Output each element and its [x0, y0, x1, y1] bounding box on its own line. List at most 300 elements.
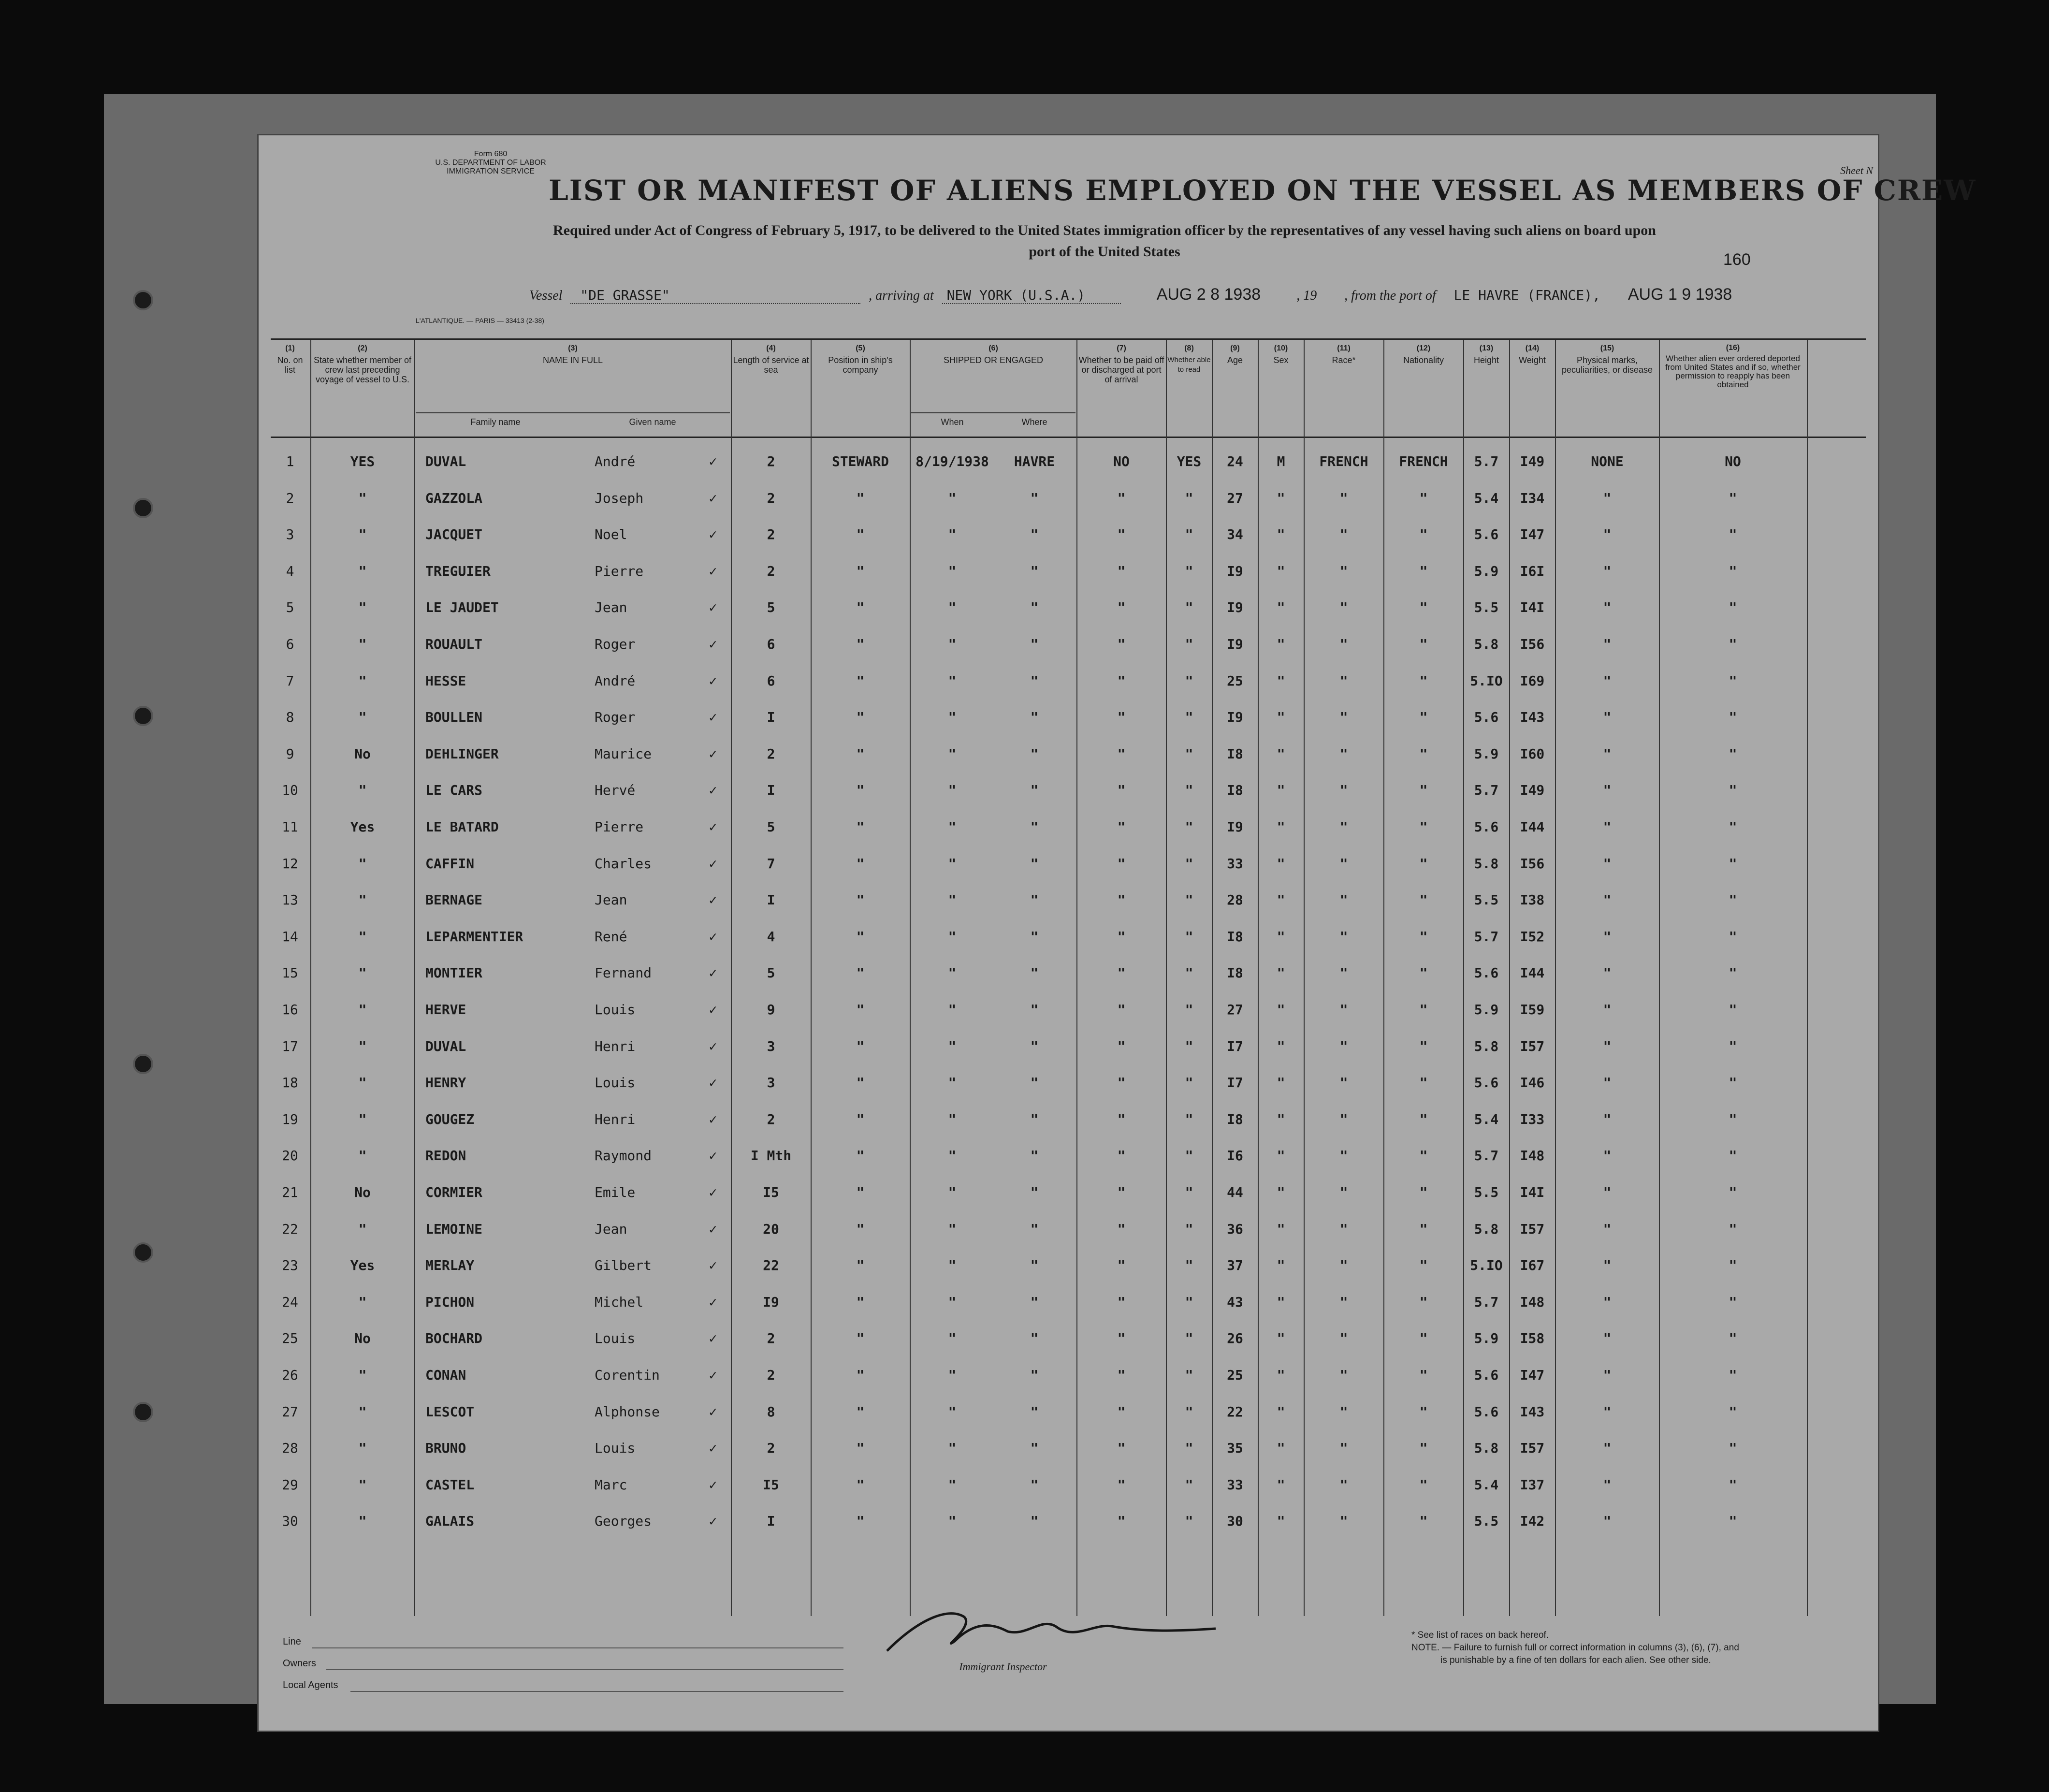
physical-marks: " [1603, 745, 1612, 762]
shipped-where: " [1030, 1075, 1039, 1091]
check-mark-icon: ✓ [709, 636, 717, 652]
shipped-where: " [1030, 1367, 1039, 1383]
shipped-when: " [948, 1367, 957, 1383]
nationality: " [1419, 1002, 1428, 1018]
family-name: GOUGEZ [425, 1111, 475, 1127]
check-mark-icon: ✓ [709, 1038, 717, 1054]
sex: " [1277, 892, 1285, 908]
physical-marks: " [1603, 1221, 1612, 1237]
service-length: 2 [767, 563, 775, 579]
sex: M [1277, 453, 1285, 469]
punch-hole-icon [133, 290, 153, 310]
deported: " [1729, 1476, 1737, 1493]
race: " [1339, 1294, 1348, 1310]
paid-off: " [1117, 1367, 1126, 1383]
position: " [856, 636, 865, 652]
check-mark-icon: ✓ [709, 453, 717, 469]
nationality: " [1419, 1513, 1428, 1530]
paid-off: " [1117, 1513, 1126, 1530]
weight: I56 [1520, 636, 1545, 652]
nationality: " [1419, 1184, 1428, 1200]
able-to-read: " [1185, 1148, 1193, 1164]
able-to-read: YES [1177, 453, 1202, 469]
shipped-when: " [948, 490, 957, 506]
row-number: 2 [286, 490, 294, 506]
position: " [856, 526, 865, 543]
able-to-read: " [1185, 1221, 1193, 1237]
punch-hole-icon [133, 1402, 153, 1422]
sex: " [1277, 965, 1285, 981]
physical-marks: " [1603, 1038, 1612, 1054]
nationality: " [1419, 855, 1428, 872]
family-name: DEHLINGER [425, 745, 499, 762]
able-to-read: " [1185, 526, 1193, 543]
age: I9 [1227, 636, 1243, 652]
shipped-when: " [948, 672, 957, 689]
height: 5.4 [1474, 1476, 1499, 1493]
shipped-where: " [1030, 928, 1039, 945]
family-name: DUVAL [425, 453, 466, 469]
prev-voyage: " [358, 526, 367, 543]
physical-marks: " [1603, 1111, 1612, 1127]
check-mark-icon: ✓ [709, 745, 717, 762]
row-number: 16 [282, 1002, 298, 1018]
height: 5.6 [1474, 709, 1499, 726]
deported: " [1729, 1257, 1737, 1274]
shipped-where: " [1030, 965, 1039, 981]
row-number: 5 [286, 599, 294, 616]
shipped-where: " [1030, 563, 1039, 579]
shipped-where: " [1030, 782, 1039, 799]
physical-marks: " [1603, 672, 1612, 689]
age: 35 [1227, 1440, 1243, 1457]
check-mark-icon: ✓ [709, 1440, 717, 1457]
sex: " [1277, 855, 1285, 872]
family-name: REDON [425, 1148, 466, 1164]
form-identifier [404, 150, 578, 176]
height: 5.9 [1474, 563, 1499, 579]
able-to-read: " [1185, 563, 1193, 579]
table-row [271, 673, 1866, 702]
prev-voyage: " [358, 782, 367, 799]
row-number: 1 [286, 453, 294, 469]
prev-voyage: Yes [350, 1257, 375, 1274]
given-name: Jean [595, 599, 627, 616]
service-length: 2 [767, 526, 775, 543]
race: " [1339, 709, 1348, 726]
able-to-read: " [1185, 965, 1193, 981]
paid-off: " [1117, 1221, 1126, 1237]
prev-voyage: " [358, 490, 367, 506]
sex: " [1277, 1221, 1285, 1237]
weight: I37 [1520, 1476, 1545, 1493]
family-name: DUVAL [425, 1038, 466, 1054]
weight: I33 [1520, 1111, 1545, 1127]
paid-off: " [1117, 1476, 1126, 1493]
paid-off: " [1117, 1294, 1126, 1310]
paid-off: " [1117, 892, 1126, 908]
given-name: Fernand [595, 965, 652, 981]
prev-voyage: " [358, 1367, 367, 1383]
subtitle-line-1: Required under Act of Congress of February 5, 1917, to be delivered to the United States immigration officer by the representatives of any vessel having such aliens on board upon [553, 222, 1656, 238]
check-mark-icon: ✓ [709, 599, 717, 616]
weight: I49 [1520, 453, 1545, 469]
nationality: " [1419, 1294, 1428, 1310]
shipped-where: " [1030, 1148, 1039, 1164]
prev-voyage: " [358, 1148, 367, 1164]
nationality: " [1419, 1367, 1428, 1383]
service-length: 6 [767, 672, 775, 689]
sex: " [1277, 928, 1285, 945]
penalty-note-1: NOTE. — Failure to furnish full or correct information in columns (3), (6), (7), and [1411, 1643, 1739, 1653]
row-number: 8 [286, 709, 294, 726]
header-service: (4) Length of service at sea [733, 344, 809, 375]
weight: I48 [1520, 1294, 1545, 1310]
weight: I56 [1520, 855, 1545, 872]
shipped-where: " [1030, 892, 1039, 908]
sex: " [1277, 563, 1285, 579]
check-mark-icon: ✓ [709, 1513, 717, 1530]
shipped-when: " [948, 1221, 957, 1237]
check-mark-icon: ✓ [709, 1002, 717, 1018]
table-row [271, 965, 1866, 994]
table-row [271, 1184, 1866, 1213]
sex: " [1277, 1038, 1285, 1054]
row-number: 9 [286, 745, 294, 762]
service-length: 5 [767, 965, 775, 981]
paid-off: " [1117, 1330, 1126, 1347]
given-name: René [595, 928, 627, 945]
row-number: 13 [282, 892, 298, 908]
physical-marks: " [1603, 1367, 1612, 1383]
given-name: Louis [595, 1075, 636, 1091]
table-row [271, 636, 1866, 665]
table-row [271, 709, 1866, 738]
shipped-when: " [948, 599, 957, 616]
nationality: " [1419, 1476, 1428, 1493]
department: U.S. DEPARTMENT OF LABOR [435, 159, 546, 167]
row-number: 18 [282, 1075, 298, 1091]
age: I9 [1227, 563, 1243, 579]
prev-voyage: " [358, 1038, 367, 1054]
position: " [856, 1221, 865, 1237]
prev-voyage: Yes [350, 819, 375, 835]
weight: I44 [1520, 819, 1545, 835]
position: " [856, 819, 865, 835]
weight: I46 [1520, 1075, 1545, 1091]
header-deported: (16) Whether alien ever ordered deported from United States and if so, whether permission to reapply has been obtained [1665, 344, 1801, 389]
nationality: " [1419, 745, 1428, 762]
deported: " [1729, 1002, 1737, 1018]
given-name: Georges [595, 1513, 652, 1530]
able-to-read: " [1185, 782, 1193, 799]
position: " [856, 1257, 865, 1274]
nationality: " [1419, 709, 1428, 726]
paid-off: " [1117, 490, 1126, 506]
paid-off: NO [1113, 453, 1130, 469]
deported: " [1729, 819, 1737, 835]
nationality: " [1419, 1440, 1428, 1457]
age: 25 [1227, 1367, 1243, 1383]
deported: " [1729, 1367, 1737, 1383]
shipped-when: " [948, 1038, 957, 1054]
age: 34 [1227, 526, 1243, 543]
shipped-where: " [1030, 1038, 1039, 1054]
shipped-when: " [948, 709, 957, 726]
row-number: 3 [286, 526, 294, 543]
check-mark-icon: ✓ [709, 1148, 717, 1164]
shipped-where: HAVRE [1014, 453, 1055, 469]
position: " [856, 1111, 865, 1127]
age: I8 [1227, 1111, 1243, 1127]
inspector-signature [882, 1598, 1221, 1661]
check-mark-icon: ✓ [709, 782, 717, 799]
age: 27 [1227, 490, 1243, 506]
prev-voyage: " [358, 1294, 367, 1310]
nationality: " [1419, 892, 1428, 908]
check-mark-icon: ✓ [709, 965, 717, 981]
table-row [271, 892, 1866, 921]
given-name: Pierre [595, 563, 644, 579]
prev-voyage: " [358, 1513, 367, 1530]
height: 5.8 [1474, 1221, 1499, 1237]
physical-marks: NONE [1591, 453, 1624, 469]
prev-voyage: " [358, 599, 367, 616]
family-name: LE BATARD [425, 819, 499, 835]
able-to-read: " [1185, 1367, 1193, 1383]
shipped-when: " [948, 1111, 957, 1127]
weight: I47 [1520, 1367, 1545, 1383]
shipped-where: " [1030, 672, 1039, 689]
deported: " [1729, 1440, 1737, 1457]
check-mark-icon: ✓ [709, 1403, 717, 1420]
header-age: (9) Age [1227, 344, 1243, 365]
weight: I4I [1520, 599, 1545, 616]
deported: " [1729, 1221, 1737, 1237]
height: 5.7 [1474, 928, 1499, 945]
service-length: 5 [767, 819, 775, 835]
race: " [1339, 672, 1348, 689]
family-name: LE CARS [425, 782, 483, 799]
punch-hole-icon [133, 498, 153, 518]
shipped-when: " [948, 1075, 957, 1091]
sex: " [1277, 782, 1285, 799]
shipped-where: " [1030, 1440, 1039, 1457]
shipped-where: " [1030, 745, 1039, 762]
row-number: 19 [282, 1111, 298, 1127]
weight: I47 [1520, 526, 1545, 543]
deported: " [1729, 928, 1737, 945]
position: " [856, 1440, 865, 1457]
check-mark-icon: ✓ [709, 1184, 717, 1200]
table-row [271, 1038, 1866, 1067]
shipped-where: " [1030, 599, 1039, 616]
prev-voyage: " [358, 709, 367, 726]
row-number: 24 [282, 1294, 298, 1310]
header-shipped: (6) SHIPPED OR ENGAGED [943, 344, 1044, 365]
shipped-when: " [948, 928, 957, 945]
penalty-note-2: is punishable by a fine of ten dollars for each alien. See other side. [1440, 1655, 1711, 1665]
service-length: 4 [767, 928, 775, 945]
prev-voyage: " [358, 1476, 367, 1493]
age: I8 [1227, 782, 1243, 799]
sex: " [1277, 1476, 1285, 1493]
row-number: 26 [282, 1367, 298, 1383]
given-name: Roger [595, 709, 636, 726]
family-name: GAZZOLA [425, 490, 483, 506]
family-name: CAFFIN [425, 855, 475, 872]
paid-off: " [1117, 563, 1126, 579]
deported: " [1729, 490, 1737, 506]
sex: " [1277, 709, 1285, 726]
table-row [271, 819, 1866, 848]
age: 22 [1227, 1403, 1243, 1420]
height: 5.6 [1474, 819, 1499, 835]
age: 33 [1227, 1476, 1243, 1493]
departure-date-stamp: AUG 1 9 1938 [1628, 285, 1732, 304]
line-field [312, 1647, 843, 1648]
given-name: Emile [595, 1184, 636, 1200]
prev-voyage: No [354, 745, 371, 762]
position: " [856, 1330, 865, 1347]
deported: " [1729, 1294, 1737, 1310]
height: 5.8 [1474, 1038, 1499, 1054]
paid-off: " [1117, 1184, 1126, 1200]
header-given-name: Given name [629, 417, 676, 427]
physical-marks: " [1603, 819, 1612, 835]
nationality: " [1419, 1221, 1428, 1237]
check-mark-icon: ✓ [709, 1111, 717, 1127]
service-length: 22 [763, 1257, 779, 1274]
physical-marks: " [1603, 1294, 1612, 1310]
able-to-read: " [1185, 855, 1193, 872]
age: I9 [1227, 819, 1243, 835]
paid-off: " [1117, 599, 1126, 616]
shipped-where: " [1030, 1403, 1039, 1420]
nationality: " [1419, 1111, 1428, 1127]
deported: " [1729, 1403, 1737, 1420]
local-agents-field [350, 1691, 843, 1692]
service-length: I [767, 1513, 775, 1530]
weight: I57 [1520, 1440, 1545, 1457]
deported: " [1729, 1330, 1737, 1347]
prev-voyage: " [358, 1403, 367, 1420]
table-row [271, 563, 1866, 592]
race: " [1339, 1330, 1348, 1347]
position: " [856, 709, 865, 726]
deported: " [1729, 782, 1737, 799]
paid-off: " [1117, 1148, 1126, 1164]
owners-field [326, 1669, 843, 1670]
shipped-where: " [1030, 636, 1039, 652]
given-name: Joseph [595, 490, 644, 506]
service-length: I [767, 709, 775, 726]
family-name: HENRY [425, 1075, 466, 1091]
service-length: 2 [767, 1330, 775, 1347]
able-to-read: " [1185, 1294, 1193, 1310]
height: 5.7 [1474, 782, 1499, 799]
nationality: " [1419, 1257, 1428, 1274]
shipped-where: " [1030, 855, 1039, 872]
shipped-when: " [948, 1294, 957, 1310]
race: " [1339, 1038, 1348, 1054]
table-row [271, 1330, 1866, 1359]
family-name: MERLAY [425, 1257, 475, 1274]
row-number: 27 [282, 1403, 298, 1420]
footnotes [1411, 1629, 1871, 1667]
shipped-when: " [948, 1513, 957, 1530]
nationality: " [1419, 1148, 1428, 1164]
check-mark-icon: ✓ [709, 928, 717, 945]
manifest-sheet [259, 135, 1976, 1731]
able-to-read: " [1185, 1513, 1193, 1530]
race: " [1339, 1184, 1348, 1200]
family-name: ROUAULT [425, 636, 483, 652]
physical-marks: " [1603, 928, 1612, 945]
physical-marks: " [1603, 1476, 1612, 1493]
position: " [856, 563, 865, 579]
family-name: LESCOT [425, 1403, 475, 1420]
table-row [271, 1148, 1866, 1177]
header-name: (3) NAME IN FULL [542, 344, 603, 365]
deported: " [1729, 1513, 1737, 1530]
header-position: (5) Position in ship's company [828, 344, 893, 375]
given-name: Alphonse [595, 1403, 660, 1420]
table-row [271, 1221, 1866, 1250]
physical-marks: " [1603, 855, 1612, 872]
age: 26 [1227, 1330, 1243, 1347]
service-length: 3 [767, 1075, 775, 1091]
shipped-when: " [948, 1148, 957, 1164]
age: 24 [1227, 453, 1243, 469]
shipped-when: " [948, 819, 957, 835]
race: " [1339, 782, 1348, 799]
able-to-read: " [1185, 1075, 1193, 1091]
service-length: 2 [767, 1111, 775, 1127]
physical-marks: " [1603, 782, 1612, 799]
family-name: CASTEL [425, 1476, 475, 1493]
weight: I4I [1520, 1184, 1545, 1200]
nationality: " [1419, 782, 1428, 799]
service-length: 9 [767, 1002, 775, 1018]
service-length: 2 [767, 1367, 775, 1383]
prev-voyage: " [358, 1111, 367, 1127]
departure-port: LE HAVRE (FRANCE), [1453, 287, 1600, 303]
position: " [856, 1148, 865, 1164]
vessel-line [529, 285, 1883, 304]
age: I7 [1227, 1075, 1243, 1091]
check-mark-icon: ✓ [709, 490, 717, 506]
table-row [271, 1075, 1866, 1104]
shipped-where: " [1030, 1111, 1039, 1127]
given-name: Louis [595, 1002, 636, 1018]
check-mark-icon: ✓ [709, 1476, 717, 1493]
race: " [1339, 1002, 1348, 1018]
weight: I67 [1520, 1257, 1545, 1274]
deported: " [1729, 599, 1737, 616]
prev-voyage: " [358, 1440, 367, 1457]
table-row [271, 599, 1866, 628]
paid-off: " [1117, 1440, 1126, 1457]
family-name: LEMOINE [425, 1221, 483, 1237]
prev-voyage: YES [350, 453, 375, 469]
prev-voyage: " [358, 1002, 367, 1018]
age: 33 [1227, 855, 1243, 872]
nationality: " [1419, 819, 1428, 835]
height: 5.5 [1474, 1513, 1499, 1530]
deported: " [1729, 526, 1737, 543]
sex: " [1277, 1403, 1285, 1420]
